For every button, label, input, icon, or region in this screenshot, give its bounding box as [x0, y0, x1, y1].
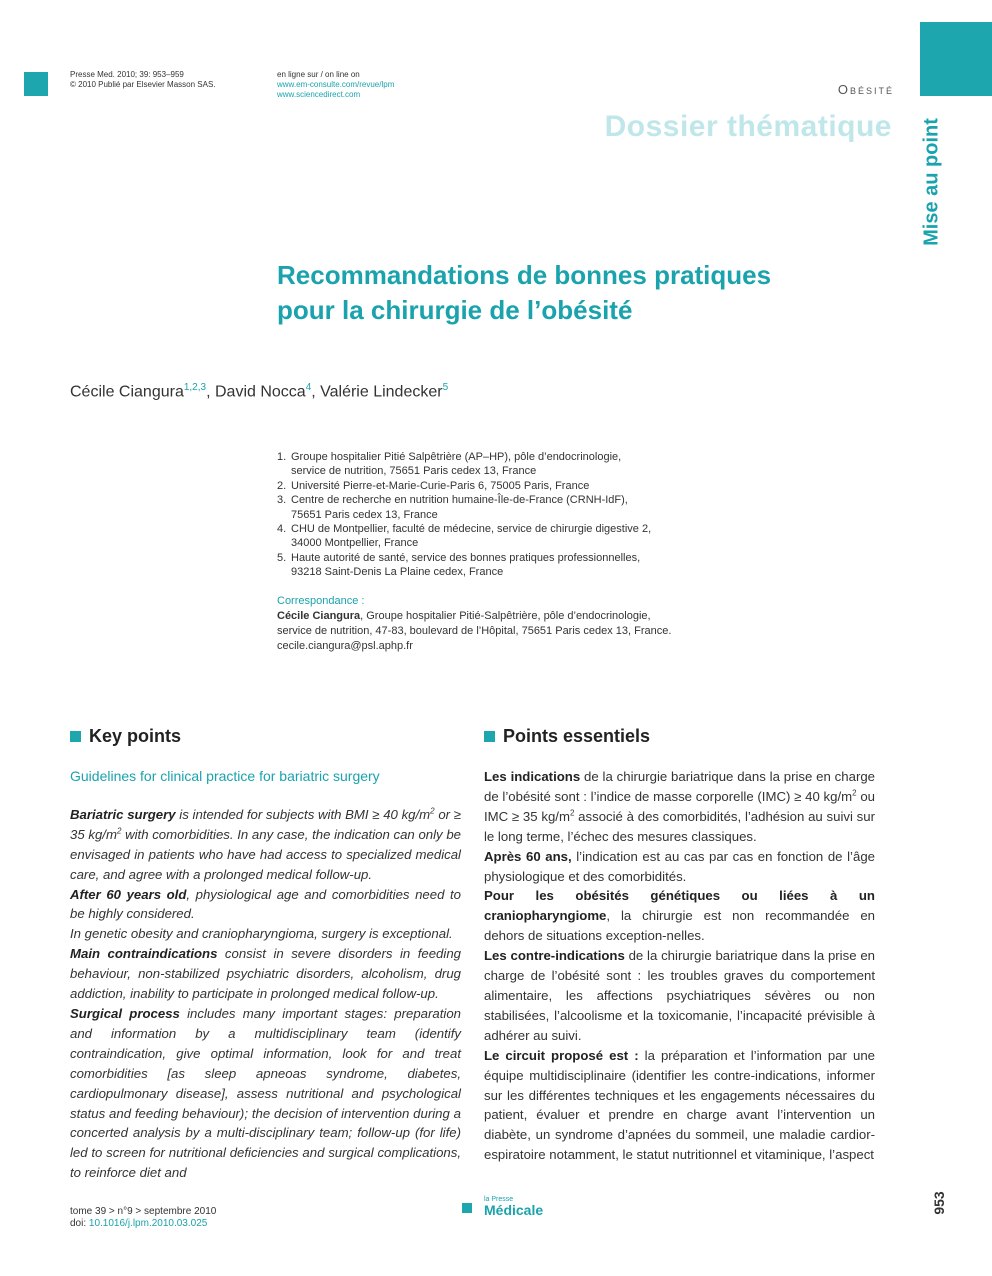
superscript: 2 [116, 826, 122, 836]
superscript: 2 [430, 806, 435, 816]
points-essentiels-column [484, 767, 875, 1165]
essentiel-text: l’indication est au cas par cas en fonction de l’âge physiologique et des comorbidités. [484, 848, 875, 884]
author-separator: , [206, 383, 215, 401]
key-points-heading [70, 726, 181, 747]
online-link-em-consulte[interactable]: www.em-consulte.com/revue/lpm [277, 80, 395, 89]
affiliation-number: 4. [277, 523, 287, 536]
article-title-line2: pour la chirurgie de l’obésité [277, 295, 633, 325]
footer-issue: tome 39 > n°9 > septembre 2010 [70, 1206, 217, 1217]
key-point-lead: After 60 years old [70, 886, 187, 902]
section-bullet-icon [70, 731, 81, 742]
affiliation-item [277, 551, 877, 580]
correspondance-address2: service de nutrition, 47-83, boulevard de l’Hôpital, 75651 Paris cedex 13, France. [277, 625, 672, 637]
author-name: Valérie Lindecker [320, 383, 443, 401]
article-title-line1: Recommandations de bonnes pratiques [277, 260, 772, 290]
logo-big-text: Médicale [484, 1202, 544, 1218]
key-point-text: In genetic obesity and craniopharyngioma, surgery is exceptional. [70, 926, 453, 942]
correspondance-email[interactable]: cecile.ciangura@psl.aphp.fr [277, 640, 413, 652]
essentiel-paragraph [484, 767, 875, 847]
key-point-text: includes many important stages: preparation and information by a multidisciplinary team (identify contraindication, give optimal information, look for and treat comorbidities [as sleep apneoas syndrome, diabetes, cardiopulmonary disease], assess nutritional and psychological status and feeding behaviour); the decision of intervention during a concerted analysis by a multi-disciplinary team; follow-up (for life) led to screen for nutritional deficiencies and surgical complications, to reinforce diet and [70, 1005, 461, 1181]
corner-block-right [920, 22, 992, 96]
affiliation-text: Groupe hospitalier Pitié Salpêtrière (AP–HP), pôle d’endocrinologie, service de nutrition, 75651 Paris cedex 13, France [291, 451, 622, 478]
key-point-text: consist in severe disorders in feeding behaviour, non-stabilized psychiatric disorders, alcoholism, drug addiction, inability to participate in prolonged medical follow-up. [70, 946, 461, 1002]
author-name: Cécile Ciangura [70, 383, 184, 401]
essentiel-paragraph [484, 886, 875, 946]
logo-text [484, 1196, 543, 1217]
side-label: Mise au point [920, 118, 943, 246]
affiliation-item [277, 479, 877, 493]
footer-doi-label: doi: [70, 1218, 89, 1229]
logo-small-text: la Presse [484, 1196, 514, 1203]
footer-citation [70, 1206, 216, 1230]
author-affil-sup: 1,2,3 [183, 382, 207, 393]
essentiel-lead: Les indications [484, 769, 581, 784]
key-point-lead: Main contraindications [70, 946, 218, 962]
affiliation-number: 2. [277, 479, 287, 492]
key-point-lead: Surgical process [70, 1005, 180, 1021]
author-separator: , [311, 383, 321, 401]
affiliation-list [277, 450, 877, 580]
affiliation-item [277, 522, 877, 551]
affiliation-number: 5. [277, 551, 287, 564]
essentiel-text: associé à des comorbidités, l’adhésion au suivi sur le long terme, l’échec des mesures classiques. [484, 808, 875, 844]
superscript: 2 [852, 788, 857, 798]
correspondance-block [277, 594, 897, 654]
key-point-paragraph [70, 944, 461, 1004]
affiliation-text: Haute autorité de santé, service des bonnes pratiques professionnelles, 93218 Saint-Denis La Plaine cedex, France [291, 551, 641, 579]
correspondance-line1 [277, 609, 897, 624]
key-point-text: with comorbidities. In any case, the indication can only be envisaged in patients who have had access to specialized medical care, and agree with a prolonged medical follow-up. [70, 826, 461, 882]
key-point-lead: Bariatric surgery [70, 806, 176, 822]
journal-info [70, 70, 216, 90]
key-points-subheading: Guidelines for clinical practice for bariatric surgery [70, 768, 380, 784]
logo-square-icon [462, 1203, 472, 1213]
key-point-paragraph [70, 885, 461, 925]
correspondance-name: Cécile Ciangura [277, 610, 361, 622]
online-info [277, 70, 394, 100]
key-point-text: , physiological age and comorbidities need to be highly considered. [70, 886, 461, 922]
essentiel-text: , la chirurgie est non recommandée en dehors de situations exception-nelles. [484, 908, 875, 944]
essentiel-text: la préparation et l’information par une équipe multidisciplinaire (identifier les contre-indications, informer sur les différentes techniques et les engagements nécessaires du patient, évaluer et prendre en charge avant l’intervention un diabète, un syndrome d’apnées du sommeil, une maladie cardior-espiratoire notamment, le statut nutritionnel et vitaminique, l’aspect [484, 1047, 875, 1163]
essentiel-paragraph [484, 847, 875, 887]
essentiel-text: de la chirurgie bariatrique dans la prise en charge de l’obésité sont : les troubles graves du comportement alimentaire, les affections psychiatriques sévères ou non stabilisées, l’alcoolisme et la toxicomanie, l’incapacité prévisible à adhérer au suivi. [484, 948, 875, 1043]
journal-copyright: © 2010 Publié par Elsevier Masson SAS. [70, 80, 216, 89]
correspondance-address1: , Groupe hospitalier Pitié-Salpêtrière, pôle d’endocrinologie, [360, 610, 651, 622]
author-list [70, 382, 448, 401]
affiliation-item [277, 493, 877, 522]
key-point-text: is intended for subjects with BMI ≥ 40 kg/m [175, 806, 431, 822]
footer-doi-link[interactable]: 10.1016/j.lpm.2010.03.025 [88, 1218, 208, 1229]
essentiel-paragraph [484, 1046, 875, 1165]
author-name: David Nocca [214, 383, 306, 401]
key-point-paragraph [70, 805, 461, 885]
points-essentiels-heading [484, 726, 650, 747]
superscript: 2 [569, 808, 575, 818]
corner-square-left [24, 72, 48, 96]
key-point-paragraph [70, 924, 461, 944]
essentiel-paragraph [484, 946, 875, 1046]
online-link-sciencedirect[interactable]: www.sciencedirect.com [277, 90, 361, 99]
essentiel-lead: Les contre-indications [484, 948, 625, 964]
essentiel-lead: Le circuit proposé est : [484, 1047, 639, 1063]
essentiel-text: ou IMC ≥ 35 kg/m [484, 788, 875, 824]
page-number-wrap [924, 1188, 954, 1218]
affiliation-text: Université Pierre-et-Marie-Curie-Paris 6, 75005 Paris, France [291, 479, 590, 492]
dossier-label: Dossier thématique [604, 110, 892, 143]
journal-citation: Presse Med. 2010; 39: 953–959 [70, 70, 184, 79]
footer-doi-line [70, 1218, 216, 1230]
author-affil-sup: 4 [305, 382, 312, 393]
page-number: 953 [931, 1191, 947, 1215]
section-bullet-icon [484, 731, 495, 742]
affiliation-number: 3. [277, 494, 287, 507]
article-title [277, 258, 877, 328]
online-label: en ligne sur / on line on [277, 70, 360, 79]
affiliation-text: CHU de Montpellier, faculté de médecine, service de chirurgie digestive 2, 34000 Montpellier, France [291, 523, 652, 550]
essentiel-lead: Après 60 ans, [484, 848, 572, 864]
category-label: Obésité [837, 82, 894, 97]
affiliation-text: Centre de recherche en nutrition humaine-Île-de-France (CRNH-IdF), 75651 Paris cedex 13, France [291, 494, 628, 521]
essentiel-lead: Pour les obésités génétiques ou liées à un craniopharyngiome [484, 888, 875, 924]
correspondance-heading: Correspondance : [277, 595, 365, 607]
key-points-column [70, 767, 461, 1183]
journal-logo [462, 1196, 543, 1217]
key-points-heading-text: Key points [89, 726, 182, 746]
essentiel-text: de la chirurgie bariatrique dans la prise en charge de l’obésité sont : l’indice de masse corporelle (IMC) ≥ 40 kg/m [484, 769, 876, 804]
key-point-paragraph [70, 1004, 461, 1183]
affiliation-number: 1. [277, 451, 287, 463]
affiliation-item [277, 450, 877, 479]
points-essentiels-heading-text: Points essentiels [503, 726, 651, 746]
side-label-wrap [912, 112, 952, 252]
key-point-text: or ≥ 35 kg/m [70, 806, 461, 842]
author-affil-sup: 5 [442, 382, 449, 393]
